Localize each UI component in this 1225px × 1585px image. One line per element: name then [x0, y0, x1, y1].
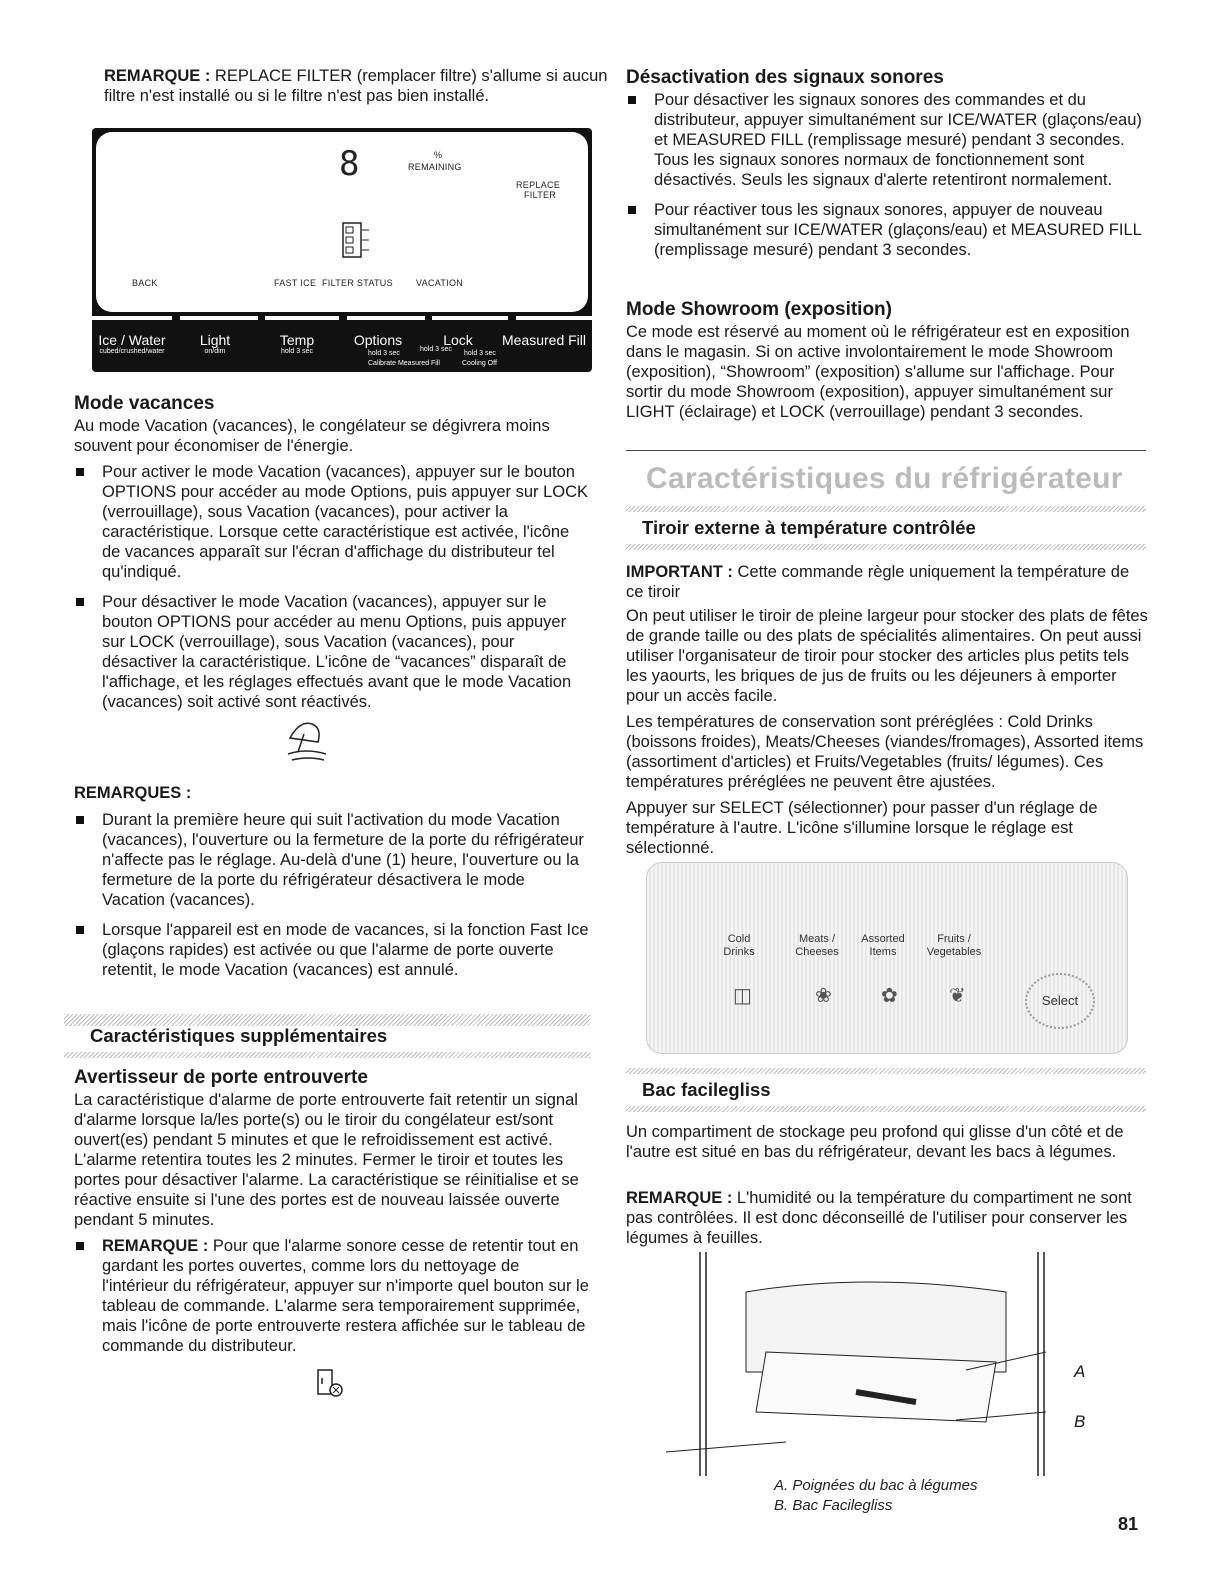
bac-heading: Bac facilegliss [642, 1079, 771, 1100]
crisper-drawer-illustration [666, 1252, 1106, 1476]
list-item: Pour désactiver le mode Vacation (vacances), appuyer sur le bouton OPTIONS pour accéder au menu Options, puis appuyer sur LOCK (verrouillage), sous Vacation (vacances), pour désactiver la caractéristique. L'icône de “vacances” disparaît de l'affichage, et les réglages effectués avant que le mode Vacation (vacances) soit activé sont réactivés. [74, 592, 590, 712]
note-replace-filter [104, 66, 614, 106]
assorted-items-icon: ✿ [881, 985, 898, 1007]
dispenser-display-screen [96, 132, 588, 312]
drawer-heading: Tiroir externe à température contrôlée [642, 517, 976, 538]
temp-button[interactable]: Temp hold 3 sec [279, 332, 315, 355]
page-number: 81 [1118, 1514, 1139, 1534]
dispenser-control-panel [92, 128, 592, 372]
showroom-heading: Mode Showroom (exposition) [626, 299, 892, 320]
filter-label: FILTER [524, 190, 557, 200]
section-divider [626, 1106, 1146, 1112]
caption-b: B. Bac Facilegliss [774, 1497, 893, 1514]
back-label: BACK [132, 278, 158, 288]
vacation-bullets [74, 462, 590, 722]
list-item: Pour réactiver tous les signaux sonores, appuyer de nouveau simultanément sur ICE/WATER (glaçons/eau) et MEASURED FILL (remplissage mesuré) pendant 3 secondes. [626, 200, 1150, 260]
door-ajar-heading: Avertisseur de porte entrouverte [74, 1067, 368, 1088]
percent-label: % [434, 150, 443, 160]
note-text: REPLACE FILTER (remplacer filtre) s'allume si aucun filtre n'est installé ou si le filtre n'est pas bien installé. [104, 67, 608, 105]
list-item: Pour activer le mode Vacation (vacances), appuyer sur le bouton OPTIONS pour accéder au mode Options, puis appuyer sur LOCK (verrouillage), sous Vacation (vacances), pour activer la caractéristique. Lorsque cette caractéristique est activée, l'icône de vacances apparaît sur l'écran d'affichage du distributeur tel qu'indiqué. [74, 462, 590, 582]
replace-label: REPLACE [516, 180, 561, 190]
measured-fill-button[interactable]: Measured Fill [501, 332, 587, 348]
display-digit: 8 [339, 144, 360, 184]
cold-drinks-label: Cold Drinks [723, 933, 755, 958]
section-divider [626, 544, 1146, 550]
hold-mid-label: hold 3 sec [420, 346, 452, 353]
remarques-heading: REMARQUES : [74, 784, 192, 802]
callout-b: B [1074, 1412, 1086, 1431]
calibrate-label: Calibrate Measured Fill [368, 360, 440, 367]
ice-water-button[interactable]: Ice / Water cubed/crushed/water [98, 332, 166, 355]
door-ajar-bullets [74, 1236, 590, 1366]
refrigerator-features-title: Caractéristiques du réfrigérateur [646, 462, 1123, 495]
vacation-heading: Mode vacances [74, 393, 215, 414]
section-divider [64, 1052, 590, 1058]
sound-heading: Désactivation des signaux sonores [626, 67, 944, 88]
supp-heading: Caractéristiques supplémentaires [90, 1025, 388, 1046]
door-ajar-icon [316, 1368, 348, 1400]
dispenser-button-row [92, 332, 592, 356]
important-note: IMPORTANT : Cette commande règle uniquement la température de ce tiroir [626, 563, 1130, 601]
callout-a: A [1074, 1362, 1086, 1381]
remarques-bullets [74, 810, 590, 990]
meats-cheeses-icon: ❀ [815, 985, 832, 1007]
drawer-p1: On peut utiliser le tiroir de pleine largeur pour stocker des plats de fêtes de grande taille ou des plats de spécialités alimentaires. On peut aussi utiliser l'organisateur de tiroir pour stocker des articles plus petits tels les yaourts, les briques de jus de fruits ou les déjeuners à emporter pour un accès facile. [626, 607, 1148, 705]
assorted-items-label: Assorted Items [861, 933, 905, 958]
showroom-text: Ce mode est réservé au moment où le réfrigérateur est en exposition dans le magasin. Si on active involontairement le mode Showroom (exposition), “Showroom” (exposition) s'allume sur l'affichage. Pour sortir du mode Showroom (exposition), appuyer simultanément sur LIGHT (éclairage) et LOCK (verrouillage) pendant 3 secondes. [626, 323, 1130, 421]
light-button[interactable]: Light on/dim [199, 332, 231, 355]
list-item: Durant la première heure qui suit l'activation du mode Vacation (vacances), l'ouverture ou la fermeture de la porte du réfrigérateur n'affecte pas le réglage. Au-delà d'une (1) heure, l'ouverture ou la fermeture de la porte du réfrigérateur désactivera le mode Vacation (vacances). [74, 810, 590, 910]
bac-p1: Un compartiment de stockage peu profond qui glisse d'un côté et de l'autre est situé en bas du réfrigérateur, devant les bacs à légumes. [626, 1123, 1124, 1161]
lock-button[interactable]: Lock [443, 332, 473, 348]
options-button[interactable]: Options [353, 332, 403, 348]
bac-note: REMARQUE : L'humidité ou la température du compartiment ne sont pas contrôlées. Il est donc déconseillé de l'utiliser pour conserver les légumes à feuilles. [626, 1189, 1132, 1247]
drawer-p3: Appuyer sur SELECT (sélectionner) pour passer d'un réglage de température à l'autre. L'icône s'illumine lorsque le réglage est sélectionné. [626, 799, 1098, 857]
meats-cheeses-label: Meats / Cheeses [795, 933, 839, 958]
vacation-umbrella-icon [284, 718, 328, 766]
fast-ice-label: FAST ICE [274, 278, 317, 288]
caption-a: A. Poignées du bac à légumes [774, 1477, 978, 1494]
fruits-vegetables-icon: ❦ [949, 985, 966, 1007]
vacation-label: VACATION [416, 278, 464, 288]
filter-status-icon [342, 222, 372, 260]
remaining-label: REMAINING [408, 162, 462, 172]
fruits-vegetables-label: Fruits / Vegetables [926, 933, 982, 958]
cold-drinks-icon: ◫ [733, 985, 752, 1007]
rule [626, 450, 1146, 451]
list-item: Lorsque l'appareil est en mode de vacances, si la fonction Fast Ice (glaçons rapides) est activée ou que l'alarme de porte ouverte retentit, le mode Vacation (vacances) est annulé. [74, 920, 590, 980]
select-button[interactable]: Select [1025, 973, 1095, 1029]
button-dividers [92, 316, 592, 320]
vacation-intro: Au mode Vacation (vacances), le congélateur se dégivrera moins souvent pour économiser de l'énergie. [74, 417, 550, 455]
section-divider [626, 506, 1146, 512]
hold-right-label: hold 3 sec [464, 350, 496, 357]
hold-left-label: hold 3 sec [368, 350, 400, 357]
list-item: REMARQUE : Pour que l'alarme sonore cesse de retentir tout en gardant les portes ouvertes, comme lors du nettoyage de l'intérieur du réfrigérateur, appuyer sur n'importe quel bouton sur le tableau de commande. L'alarme sera temporairement supprimée, mais l'icône de porte entrouverte restera affichée sur le tableau de commande du distributeur. [74, 1236, 590, 1356]
note-label: REMARQUE : [104, 67, 211, 85]
list-item: Pour désactiver les signaux sonores des commandes et du distributeur, appuyer simultanément sur ICE/WATER (glaçons/eau) et MEASURED FILL (remplissage mesuré) pendant 3 secondes. Tous les signaux sonores normaux de fonctionnement sont désactivés. Seuls les signaux d'alerte retentiront normalement. [626, 90, 1150, 190]
section-divider [626, 1068, 1146, 1074]
cooling-off-label: Cooling Off [462, 360, 497, 367]
sound-bullets [626, 90, 1150, 270]
door-ajar-text: La caractéristique d'alarme de porte entrouverte fait retentir un signal d'alarme lorsque la/les porte(s) ou le tiroir du congélateur est/sont ouvert(es) pendant 5 minutes et que le refroidissement est activé. L'alarme retentira toutes les 2 minutes. Fermer le tiroir et toutes les portes pour désactiver l'alarme. La caractéristique se réinitialise et se réactive ensuite si l'une des portes est de nouveau laissée ouverte pendant 5 minutes. [74, 1091, 579, 1229]
drawer-control-panel [646, 862, 1128, 1054]
drawer-p2: Les températures de conservation sont préréglées : Cold Drinks (boissons froides), Meats/Cheeses (viandes/fromages), Assorted items (assortiment d'articles) et Fruits/Vegetables (fruits/ légumes). Ces températures préréglées ne peuvent être ajustées. [626, 713, 1144, 791]
filter-status-label: FILTER STATUS [322, 278, 393, 288]
